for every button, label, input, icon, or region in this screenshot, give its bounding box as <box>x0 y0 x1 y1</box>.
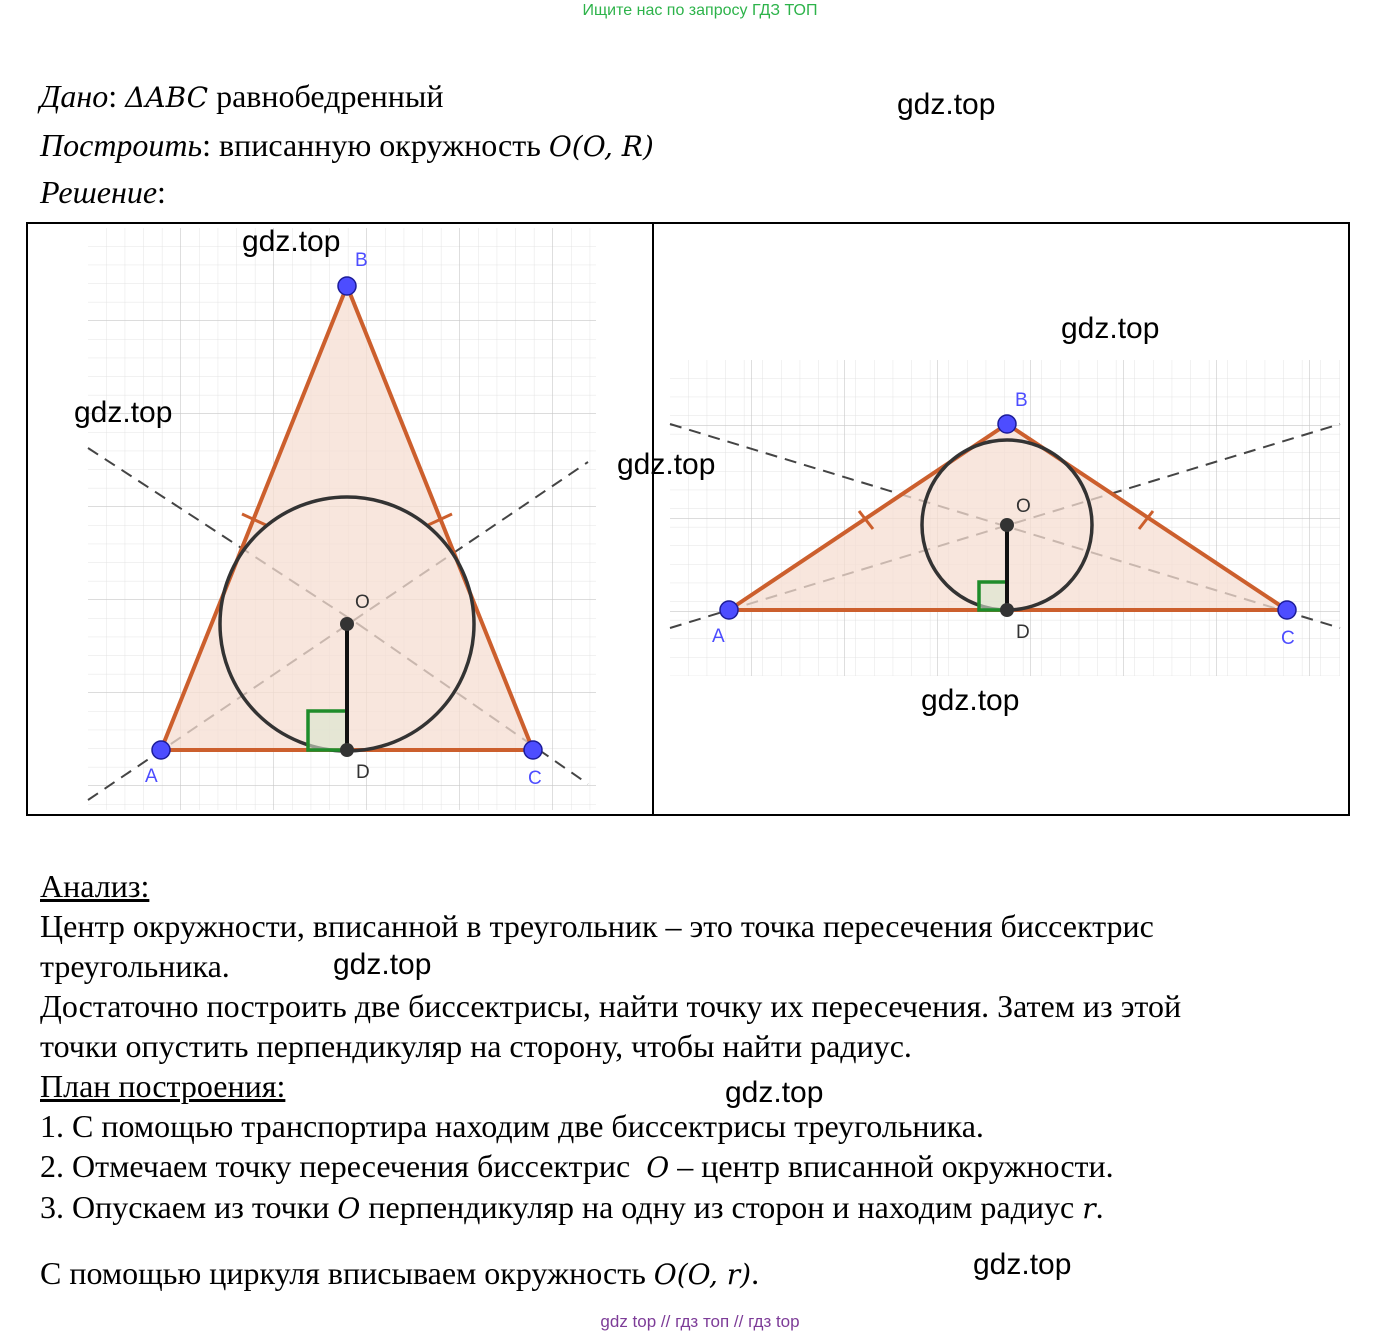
label-c: C <box>528 768 542 789</box>
analysis-line-3: Достаточно построить две биссектрисы, найти точку их пересечения. Затем из этой <box>40 988 1182 1024</box>
conclusion-end: . <box>751 1255 760 1291</box>
given-colon: : <box>108 78 118 114</box>
point-a-right <box>720 601 738 619</box>
figure-right <box>654 224 1348 814</box>
search-hint: Ищите нас по запросу ГДЗ ТОП <box>582 2 818 19</box>
plan-step-1: 1. С помощью транспортира находим две биссектрисы треугольника. <box>40 1108 984 1144</box>
point-d <box>340 743 354 757</box>
plan-step-2-var: O <box>646 1151 670 1184</box>
construct-text: вписанную окружность <box>218 127 541 163</box>
watermark: gdz.top <box>725 1076 824 1109</box>
footer-links: gdz top // гдз топ // гдз top <box>600 1312 800 1331</box>
label-o-right: O <box>1016 496 1031 517</box>
point-d-right <box>1000 603 1014 617</box>
watermark: gdz.top <box>242 225 341 258</box>
analysis-line-1: Центр окружности, вписанной в треугольник – это точка пересечения биссектрис <box>40 908 1154 944</box>
conclusion-line <box>40 1255 759 1292</box>
watermark: gdz.top <box>74 396 173 429</box>
label-b-right: B <box>1015 390 1028 411</box>
plan-step-2-rest: – центр вписанной окружности. <box>677 1148 1114 1184</box>
solution-label: Решение <box>40 174 158 210</box>
conclusion-circle: O(O, r) <box>653 1258 752 1291</box>
label-a: A <box>145 766 158 787</box>
point-b-right <box>998 415 1016 433</box>
watermark: gdz.top <box>1061 312 1160 345</box>
given-label: Дано <box>40 78 109 114</box>
label-b: B <box>355 250 368 271</box>
point-a <box>152 741 170 759</box>
label-d-right: D <box>1016 622 1030 643</box>
given-triangle: ΔABC <box>125 81 209 114</box>
given-line <box>40 78 444 115</box>
plan-step-3-text: 3. Опускаем из точки <box>40 1189 330 1225</box>
watermark: gdz.top <box>617 448 716 481</box>
plan-heading: План построения: <box>40 1068 286 1104</box>
solution-line <box>40 174 166 211</box>
plan-step-3-var-r: r <box>1082 1192 1096 1225</box>
given-text: равнобедренный <box>216 78 444 114</box>
label-o: O <box>355 592 370 613</box>
watermark: gdz.top <box>973 1248 1072 1281</box>
construct-colon: : <box>202 127 211 163</box>
conclusion-text: С помощью циркуля вписываем окружность <box>40 1255 646 1291</box>
plan-step-3 <box>40 1189 1104 1226</box>
point-o-right <box>1000 518 1014 532</box>
point-c-right <box>1278 601 1296 619</box>
point-o <box>340 617 354 631</box>
plan-step-3-var: O <box>337 1192 361 1225</box>
analysis-line-2: треугольника. <box>40 948 230 984</box>
watermark: gdz.top <box>921 684 1020 717</box>
point-c <box>524 741 542 759</box>
label-a-right: A <box>712 626 725 647</box>
figure-left <box>28 224 652 814</box>
construct-label: Построить <box>40 127 203 163</box>
label-c-right: C <box>1281 628 1295 649</box>
plan-step-3-end: . <box>1095 1189 1104 1225</box>
analysis-line-4: точки опустить перпендикуляр на сторону, чтобы найти радиус. <box>40 1028 912 1064</box>
plan-step-3-rest: перпендикуляр на одну из сторон и находим радиус <box>368 1189 1075 1225</box>
plan-step-2-text: 2. Отмечаем точку пересечения биссектрис <box>40 1148 631 1184</box>
watermark: gdz.top <box>897 88 996 121</box>
construct-circle: O(O, R) <box>548 130 654 163</box>
point-b <box>338 277 356 295</box>
analysis-heading: Анализ: <box>40 868 150 904</box>
label-d: D <box>356 762 370 783</box>
watermark: gdz.top <box>333 948 432 981</box>
solution-colon: : <box>157 174 166 210</box>
construct-line <box>40 127 654 164</box>
plan-step-2 <box>40 1148 1114 1185</box>
